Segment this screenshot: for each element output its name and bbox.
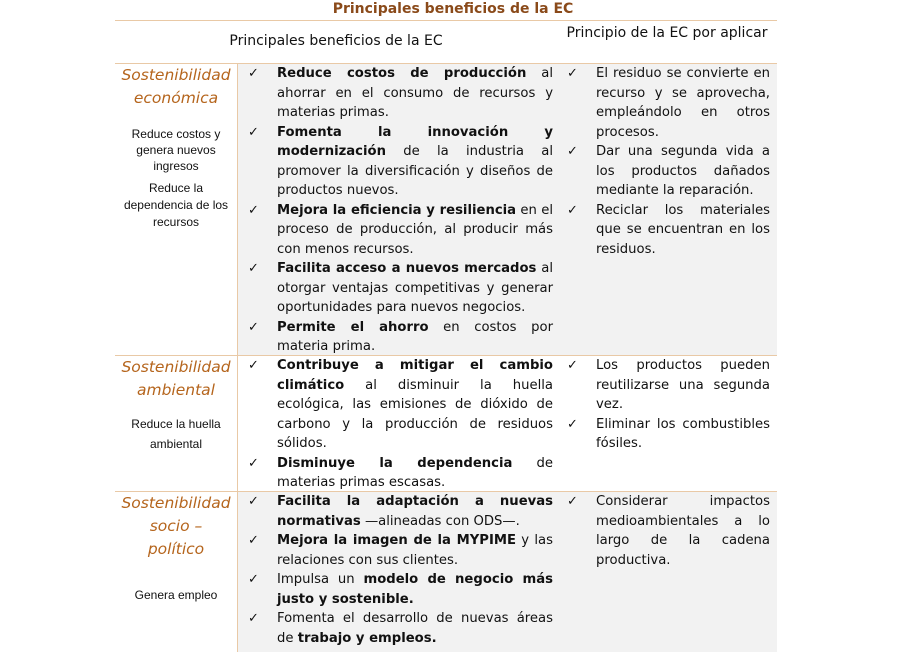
section-label-cell xyxy=(115,356,238,491)
check-icon: ✓ xyxy=(248,202,259,218)
principle-text: Reciclar los materiales que se encuentran en los residuos. xyxy=(596,202,770,257)
check-icon: ✓ xyxy=(248,572,259,587)
list-item xyxy=(567,142,770,201)
list-item xyxy=(567,415,770,454)
check-icon: ✓ xyxy=(567,66,578,81)
check-icon: ✓ xyxy=(248,455,259,471)
section-label-cell xyxy=(115,64,238,355)
list-item xyxy=(567,64,770,142)
benefit-text: al otorgar ventajas competitivas y generar oportunidades para nuevos negocios. xyxy=(277,261,553,315)
principles-list xyxy=(567,64,770,259)
check-icon: ✓ xyxy=(567,416,578,432)
section-title: Sostenibilidad socio – político xyxy=(121,494,231,558)
list-item xyxy=(248,492,553,531)
section-title: Sostenibilidad ambiental xyxy=(121,358,231,399)
benefit-bold: trabajo y empleos. xyxy=(297,630,437,646)
section-subtitle: Genera empleo xyxy=(134,588,218,602)
section-subtitle: Reduce la huella ambiental xyxy=(131,417,221,451)
list-item xyxy=(567,492,770,570)
benefit-text: en costos por materia prima. xyxy=(277,319,553,354)
benefit-text: Impulsa un xyxy=(277,572,364,587)
benefit-bold: Contribuye a mitigar el cambio climático xyxy=(277,358,553,393)
benefit-text: al ahorrar en el consumo de recursos y materias primas. xyxy=(277,66,553,120)
list-item xyxy=(248,454,553,493)
benefits-list xyxy=(248,492,553,648)
section-subtitle: Reduce la dependencia de los recursos xyxy=(123,181,229,229)
benefit-bold: Fomenta la innovación y modernización xyxy=(277,124,553,159)
check-icon: ✓ xyxy=(248,319,259,335)
check-icon: ✓ xyxy=(567,494,578,509)
section-label-cell xyxy=(115,492,238,652)
check-icon: ✓ xyxy=(248,611,259,626)
list-item xyxy=(248,356,553,454)
benefit-bold: Facilita la adaptación a nuevas normativas xyxy=(277,494,553,529)
list-item xyxy=(567,201,770,260)
list-item xyxy=(248,531,553,570)
table-header-row xyxy=(115,20,777,63)
section-socio-politico xyxy=(115,491,777,652)
principle-text: El residuo se convierte en recurso y se aprovecha, empleándolo en otros procesos. xyxy=(596,66,770,140)
benefit-bold: Mejora la imagen de la MYPIME xyxy=(277,533,516,548)
list-item xyxy=(248,64,553,123)
benefit-bold: Reduce costos de producción xyxy=(277,66,527,81)
check-icon: ✓ xyxy=(248,124,259,140)
check-icon: ✓ xyxy=(567,144,578,159)
benefit-bold: Permite el ahorro xyxy=(277,319,429,335)
principles-list xyxy=(567,356,770,454)
check-icon: ✓ xyxy=(248,494,259,509)
section-ambiental xyxy=(115,355,777,491)
principle-text: Dar una segunda vida a los productos dañados mediante la reparación. xyxy=(596,144,770,198)
benefit-text: en el proceso de producción, al producir más con menos recursos. xyxy=(277,202,554,257)
section-title: Sostenibilidad económica xyxy=(121,66,231,107)
benefits-list xyxy=(248,356,553,493)
check-icon: ✓ xyxy=(567,358,578,373)
principles-list xyxy=(567,492,770,570)
benefits-table xyxy=(115,20,777,652)
benefit-text: de materias primas escasas. xyxy=(277,455,553,490)
list-item xyxy=(248,201,553,260)
list-item xyxy=(248,123,553,201)
benefit-text: Fomenta el desarrollo de nuevas áreas de xyxy=(277,611,553,646)
list-item xyxy=(248,609,553,648)
benefit-text: al disminuir la huella ecológica, las emisiones de dióxido de carbono y la producción de residuos sólidos. xyxy=(277,377,553,451)
benefit-text: y las relaciones con sus clientes. xyxy=(277,533,553,568)
principle-text: Los productos pueden reutilizarse una segunda vez. xyxy=(596,358,770,412)
check-icon: ✓ xyxy=(248,261,259,276)
document-title: Principales beneficios de la EC xyxy=(332,1,574,17)
check-icon: ✓ xyxy=(248,358,259,373)
list-item xyxy=(248,259,553,318)
check-icon: ✓ xyxy=(248,66,259,81)
benefit-text: de la industria al promover la diversificación y diseños de productos nuevos. xyxy=(277,144,553,198)
benefits-list xyxy=(248,64,553,357)
benefit-bold: Facilita acceso a nuevos mercados xyxy=(277,261,537,276)
list-item xyxy=(248,318,553,357)
list-item xyxy=(248,570,553,609)
section-subtitle: Reduce costos y genera nuevos ingresos xyxy=(131,127,221,173)
header-principles: Principio de la EC por aplicar xyxy=(566,25,768,41)
benefit-bold: Mejora la eficiencia y resiliencia xyxy=(277,202,517,218)
benefit-bold: modelo de negocio más justo y sostenible. xyxy=(277,572,553,607)
benefit-bold: Disminuye la dependencia xyxy=(277,455,513,471)
principle-text: Considerar impactos medioambientales a lo largo de la cadena productiva. xyxy=(596,494,770,568)
list-item xyxy=(567,356,770,415)
benefit-text: —alineadas con ODS—. xyxy=(360,513,520,529)
check-icon: ✓ xyxy=(567,202,578,218)
principle-text: Eliminar los combustibles fósiles. xyxy=(596,416,770,451)
header-benefits: Principales beneficios de la EC xyxy=(229,33,443,49)
check-icon: ✓ xyxy=(248,533,259,548)
section-economica xyxy=(115,63,777,355)
